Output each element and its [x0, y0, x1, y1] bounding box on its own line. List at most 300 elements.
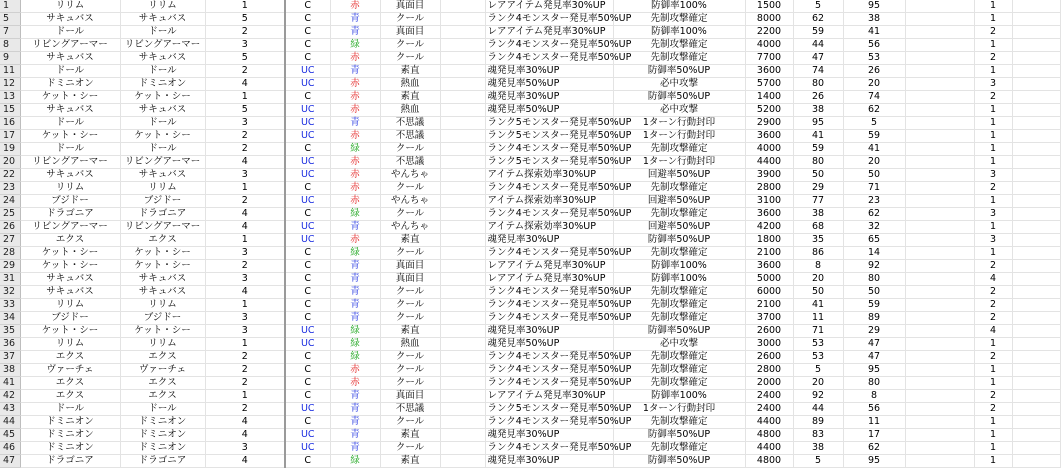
value-cell[interactable]: 5: [793, 364, 843, 377]
value-cell[interactable]: 80: [843, 377, 905, 390]
empty-cell[interactable]: [1012, 299, 1060, 312]
name-copy-cell[interactable]: ケット・シー: [120, 91, 205, 104]
value-cell[interactable]: 17: [843, 429, 905, 442]
name-copy-cell[interactable]: サキュバス: [120, 286, 205, 299]
personality-cell[interactable]: 真面目: [380, 0, 440, 13]
skill-cell[interactable]: 先制攻撃確定: [613, 13, 745, 26]
empty-cell[interactable]: [905, 273, 974, 286]
row-header[interactable]: 27: [0, 234, 20, 247]
skill-cell[interactable]: 先制攻撃確定: [613, 286, 745, 299]
personality-cell[interactable]: 熱血: [380, 78, 440, 91]
name-cell[interactable]: ドミニオン: [20, 416, 120, 429]
empty-cell[interactable]: [1012, 117, 1060, 130]
value-cell[interactable]: 3700: [745, 312, 793, 325]
rarity-cell[interactable]: C: [285, 39, 330, 52]
name-cell[interactable]: サキュバス: [20, 169, 120, 182]
value-cell[interactable]: 8: [843, 390, 905, 403]
rarity-cell[interactable]: UC: [285, 442, 330, 455]
name-cell[interactable]: ケット・シー: [20, 130, 120, 143]
personality-cell[interactable]: 素直: [380, 325, 440, 338]
empty-cell[interactable]: [440, 130, 485, 143]
value-cell[interactable]: 2400: [745, 403, 793, 416]
color-cell[interactable]: 赤: [330, 0, 380, 13]
empty-cell[interactable]: [1012, 78, 1060, 91]
row-header[interactable]: 11: [0, 65, 20, 78]
row-header[interactable]: 32: [0, 286, 20, 299]
row-header[interactable]: 31: [0, 273, 20, 286]
name-cell[interactable]: ドール: [20, 403, 120, 416]
name-cell[interactable]: リリム: [20, 182, 120, 195]
name-cell[interactable]: ヴァーチェ: [20, 364, 120, 377]
value-cell[interactable]: 2100: [745, 247, 793, 260]
value-cell[interactable]: 50: [843, 169, 905, 182]
personality-cell[interactable]: やんちゃ: [380, 195, 440, 208]
empty-cell[interactable]: [440, 416, 485, 429]
empty-cell[interactable]: [440, 377, 485, 390]
effect-cell[interactable]: ランク4モンスター発見率50%UP: [485, 39, 613, 52]
personality-cell[interactable]: クール: [380, 39, 440, 52]
name-copy-cell[interactable]: リリム: [120, 182, 205, 195]
row-header[interactable]: 36: [0, 338, 20, 351]
name-copy-cell[interactable]: ドラゴニア: [120, 455, 205, 468]
effect-cell[interactable]: 魂発見率30%UP: [485, 91, 613, 104]
personality-cell[interactable]: クール: [380, 182, 440, 195]
value-cell[interactable]: 74: [843, 91, 905, 104]
value-cell[interactable]: 1500: [745, 0, 793, 13]
rarity-cell[interactable]: C: [285, 260, 330, 273]
empty-cell[interactable]: [905, 39, 974, 52]
color-cell[interactable]: 青: [330, 260, 380, 273]
name-copy-cell[interactable]: サキュバス: [120, 273, 205, 286]
skill-cell[interactable]: 防御率50%UP: [613, 429, 745, 442]
value-cell[interactable]: 44: [793, 403, 843, 416]
value-cell[interactable]: 11: [793, 312, 843, 325]
value-cell[interactable]: 4: [974, 273, 1012, 286]
empty-cell[interactable]: [1012, 286, 1060, 299]
name-copy-cell[interactable]: ドール: [120, 403, 205, 416]
empty-cell[interactable]: [440, 234, 485, 247]
color-cell[interactable]: 青: [330, 403, 380, 416]
personality-cell[interactable]: やんちゃ: [380, 221, 440, 234]
skill-cell[interactable]: 防御率50%UP: [613, 455, 745, 468]
color-cell[interactable]: 赤: [330, 195, 380, 208]
rarity-cell[interactable]: UC: [285, 156, 330, 169]
empty-cell[interactable]: [1012, 169, 1060, 182]
row-header[interactable]: 17: [0, 130, 20, 143]
skill-cell[interactable]: 先制攻撃確定: [613, 39, 745, 52]
name-copy-cell[interactable]: リビングアーマー: [120, 156, 205, 169]
empty-cell[interactable]: [440, 429, 485, 442]
effect-cell[interactable]: ランク4モンスター発見率50%UP: [485, 143, 613, 156]
empty-cell[interactable]: [440, 221, 485, 234]
empty-cell[interactable]: [905, 455, 974, 468]
empty-cell[interactable]: [1012, 247, 1060, 260]
color-cell[interactable]: 赤: [330, 364, 380, 377]
name-cell[interactable]: ケット・シー: [20, 247, 120, 260]
cost-cell[interactable]: 3: [205, 117, 285, 130]
row-header[interactable]: 9: [0, 52, 20, 65]
empty-cell[interactable]: [1012, 65, 1060, 78]
empty-cell[interactable]: [440, 182, 485, 195]
rarity-cell[interactable]: UC: [285, 65, 330, 78]
row-header[interactable]: 5: [0, 13, 20, 26]
personality-cell[interactable]: クール: [380, 143, 440, 156]
value-cell[interactable]: 3600: [745, 65, 793, 78]
effect-cell[interactable]: アイテム探索効率30%UP: [485, 169, 613, 182]
value-cell[interactable]: 4800: [745, 455, 793, 468]
effect-cell[interactable]: ランク4モンスター発見率50%UP: [485, 299, 613, 312]
empty-cell[interactable]: [905, 65, 974, 78]
name-copy-cell[interactable]: ドラゴニア: [120, 208, 205, 221]
effect-cell[interactable]: 魂発見率30%UP: [485, 65, 613, 78]
value-cell[interactable]: 4400: [745, 442, 793, 455]
name-cell[interactable]: ドラゴニア: [20, 208, 120, 221]
color-cell[interactable]: 緑: [330, 351, 380, 364]
value-cell[interactable]: 83: [793, 429, 843, 442]
value-cell[interactable]: 38: [843, 13, 905, 26]
value-cell[interactable]: 4000: [745, 143, 793, 156]
empty-cell[interactable]: [440, 351, 485, 364]
empty-cell[interactable]: [905, 260, 974, 273]
value-cell[interactable]: 56: [843, 39, 905, 52]
value-cell[interactable]: 41: [793, 130, 843, 143]
row-header[interactable]: 38: [0, 364, 20, 377]
name-copy-cell[interactable]: ケット・シー: [120, 260, 205, 273]
personality-cell[interactable]: 不思議: [380, 117, 440, 130]
name-cell[interactable]: リリム: [20, 299, 120, 312]
effect-cell[interactable]: 魂発見率30%UP: [485, 455, 613, 468]
empty-cell[interactable]: [1012, 26, 1060, 39]
personality-cell[interactable]: 熱血: [380, 104, 440, 117]
name-cell[interactable]: エクス: [20, 377, 120, 390]
skill-cell[interactable]: 防御率100%: [613, 260, 745, 273]
name-cell[interactable]: サキュバス: [20, 52, 120, 65]
value-cell[interactable]: 2600: [745, 351, 793, 364]
row-header[interactable]: 44: [0, 416, 20, 429]
value-cell[interactable]: 23: [843, 195, 905, 208]
rarity-cell[interactable]: UC: [285, 117, 330, 130]
name-cell[interactable]: ケット・シー: [20, 91, 120, 104]
value-cell[interactable]: 2: [974, 52, 1012, 65]
effect-cell[interactable]: 魂発見率30%UP: [485, 234, 613, 247]
skill-cell[interactable]: 1ターン行動封印: [613, 403, 745, 416]
skill-cell[interactable]: 必中攻撃: [613, 78, 745, 91]
personality-cell[interactable]: クール: [380, 299, 440, 312]
cost-cell[interactable]: 3: [205, 247, 285, 260]
empty-cell[interactable]: [440, 117, 485, 130]
cost-cell[interactable]: 2: [205, 260, 285, 273]
name-copy-cell[interactable]: サキュバス: [120, 169, 205, 182]
name-cell[interactable]: ケット・シー: [20, 260, 120, 273]
effect-cell[interactable]: ランク4モンスター発見率50%UP: [485, 442, 613, 455]
value-cell[interactable]: 2800: [745, 182, 793, 195]
row-header[interactable]: 28: [0, 247, 20, 260]
name-copy-cell[interactable]: ドール: [120, 26, 205, 39]
value-cell[interactable]: 6000: [745, 286, 793, 299]
row-header[interactable]: 22: [0, 169, 20, 182]
rarity-cell[interactable]: C: [285, 377, 330, 390]
skill-cell[interactable]: 1ターン行動封印: [613, 156, 745, 169]
row-header[interactable]: 35: [0, 325, 20, 338]
value-cell[interactable]: 1: [974, 442, 1012, 455]
skill-cell[interactable]: 必中攻撃: [613, 104, 745, 117]
empty-cell[interactable]: [905, 390, 974, 403]
effect-cell[interactable]: レアアイテム発見率30%UP: [485, 260, 613, 273]
empty-cell[interactable]: [905, 247, 974, 260]
empty-cell[interactable]: [440, 273, 485, 286]
value-cell[interactable]: 50: [793, 286, 843, 299]
value-cell[interactable]: 2: [974, 351, 1012, 364]
value-cell[interactable]: 14: [843, 247, 905, 260]
rarity-cell[interactable]: C: [285, 351, 330, 364]
empty-cell[interactable]: [1012, 39, 1060, 52]
cost-cell[interactable]: 2: [205, 143, 285, 156]
value-cell[interactable]: 2: [974, 91, 1012, 104]
value-cell[interactable]: 89: [843, 312, 905, 325]
empty-cell[interactable]: [1012, 234, 1060, 247]
value-cell[interactable]: 2: [974, 182, 1012, 195]
effect-cell[interactable]: 魂発見率30%UP: [485, 429, 613, 442]
name-copy-cell[interactable]: ドミニオン: [120, 442, 205, 455]
value-cell[interactable]: 4400: [745, 156, 793, 169]
personality-cell[interactable]: 不思議: [380, 403, 440, 416]
empty-cell[interactable]: [1012, 221, 1060, 234]
personality-cell[interactable]: 真面目: [380, 260, 440, 273]
name-copy-cell[interactable]: ドール: [120, 65, 205, 78]
color-cell[interactable]: 赤: [330, 104, 380, 117]
color-cell[interactable]: 青: [330, 26, 380, 39]
empty-cell[interactable]: [905, 312, 974, 325]
row-header[interactable]: 37: [0, 351, 20, 364]
personality-cell[interactable]: 不思議: [380, 130, 440, 143]
name-copy-cell[interactable]: ドール: [120, 143, 205, 156]
name-copy-cell[interactable]: ブジドー: [120, 312, 205, 325]
color-cell[interactable]: 緑: [330, 338, 380, 351]
color-cell[interactable]: 赤: [330, 169, 380, 182]
empty-cell[interactable]: [440, 247, 485, 260]
row-header[interactable]: 12: [0, 78, 20, 91]
empty-cell[interactable]: [1012, 260, 1060, 273]
rarity-cell[interactable]: C: [285, 247, 330, 260]
row-header[interactable]: 29: [0, 260, 20, 273]
skill-cell[interactable]: 先制攻撃確定: [613, 299, 745, 312]
color-cell[interactable]: 赤: [330, 182, 380, 195]
effect-cell[interactable]: ランク4モンスター発見率50%UP: [485, 364, 613, 377]
cost-cell[interactable]: 4: [205, 156, 285, 169]
rarity-cell[interactable]: C: [285, 52, 330, 65]
empty-cell[interactable]: [905, 104, 974, 117]
empty-cell[interactable]: [1012, 156, 1060, 169]
empty-cell[interactable]: [1012, 182, 1060, 195]
effect-cell[interactable]: アイテム探索効率30%UP: [485, 195, 613, 208]
color-cell[interactable]: 青: [330, 442, 380, 455]
personality-cell[interactable]: 真面目: [380, 26, 440, 39]
personality-cell[interactable]: クール: [380, 364, 440, 377]
value-cell[interactable]: 41: [843, 143, 905, 156]
value-cell[interactable]: 29: [793, 182, 843, 195]
name-cell[interactable]: エクス: [20, 234, 120, 247]
value-cell[interactable]: 38: [793, 208, 843, 221]
value-cell[interactable]: 3600: [745, 208, 793, 221]
empty-cell[interactable]: [1012, 52, 1060, 65]
empty-cell[interactable]: [1012, 312, 1060, 325]
row-header[interactable]: 16: [0, 117, 20, 130]
value-cell[interactable]: 92: [843, 260, 905, 273]
value-cell[interactable]: 38: [793, 442, 843, 455]
value-cell[interactable]: 1: [974, 143, 1012, 156]
rarity-cell[interactable]: C: [285, 182, 330, 195]
empty-cell[interactable]: [905, 416, 974, 429]
value-cell[interactable]: 2400: [745, 390, 793, 403]
cost-cell[interactable]: 3: [205, 39, 285, 52]
personality-cell[interactable]: 真面目: [380, 273, 440, 286]
empty-cell[interactable]: [905, 351, 974, 364]
empty-cell[interactable]: [905, 377, 974, 390]
color-cell[interactable]: 青: [330, 273, 380, 286]
name-cell[interactable]: ドール: [20, 26, 120, 39]
row-header[interactable]: 1: [0, 0, 20, 13]
row-header[interactable]: 42: [0, 390, 20, 403]
empty-cell[interactable]: [440, 0, 485, 13]
value-cell[interactable]: 7700: [745, 52, 793, 65]
rarity-cell[interactable]: C: [285, 312, 330, 325]
empty-cell[interactable]: [905, 52, 974, 65]
empty-cell[interactable]: [440, 312, 485, 325]
effect-cell[interactable]: ランク4モンスター発見率50%UP: [485, 52, 613, 65]
empty-cell[interactable]: [905, 299, 974, 312]
effect-cell[interactable]: レアアイテム発見率30%UP: [485, 273, 613, 286]
cost-cell[interactable]: 4: [205, 208, 285, 221]
empty-cell[interactable]: [905, 442, 974, 455]
row-header[interactable]: 43: [0, 403, 20, 416]
skill-cell[interactable]: 1ターン行動封印: [613, 117, 745, 130]
row-header[interactable]: 47: [0, 455, 20, 468]
skill-cell[interactable]: 防御率50%UP: [613, 234, 745, 247]
effect-cell[interactable]: アイテム探索効率30%UP: [485, 221, 613, 234]
empty-cell[interactable]: [905, 0, 974, 13]
effect-cell[interactable]: 魂発見率30%UP: [485, 325, 613, 338]
rarity-cell[interactable]: C: [285, 143, 330, 156]
name-cell[interactable]: サキュバス: [20, 13, 120, 26]
value-cell[interactable]: 1: [974, 247, 1012, 260]
value-cell[interactable]: 95: [843, 0, 905, 13]
empty-cell[interactable]: [440, 195, 485, 208]
name-copy-cell[interactable]: サキュバス: [120, 104, 205, 117]
cost-cell[interactable]: 3: [205, 169, 285, 182]
row-header[interactable]: 41: [0, 377, 20, 390]
value-cell[interactable]: 4: [974, 325, 1012, 338]
rarity-cell[interactable]: C: [285, 26, 330, 39]
color-cell[interactable]: 赤: [330, 234, 380, 247]
empty-cell[interactable]: [1012, 429, 1060, 442]
value-cell[interactable]: 56: [843, 403, 905, 416]
value-cell[interactable]: 3: [974, 169, 1012, 182]
empty-cell[interactable]: [440, 169, 485, 182]
value-cell[interactable]: 59: [843, 299, 905, 312]
value-cell[interactable]: 2: [974, 403, 1012, 416]
color-cell[interactable]: 赤: [330, 156, 380, 169]
rarity-cell[interactable]: C: [285, 91, 330, 104]
skill-cell[interactable]: 防御率50%UP: [613, 65, 745, 78]
value-cell[interactable]: 5000: [745, 273, 793, 286]
value-cell[interactable]: 53: [843, 52, 905, 65]
name-cell[interactable]: ドミニオン: [20, 78, 120, 91]
skill-cell[interactable]: 先制攻撃確定: [613, 364, 745, 377]
value-cell[interactable]: 41: [793, 299, 843, 312]
value-cell[interactable]: 44: [793, 39, 843, 52]
empty-cell[interactable]: [905, 325, 974, 338]
personality-cell[interactable]: クール: [380, 13, 440, 26]
color-cell[interactable]: 赤: [330, 78, 380, 91]
value-cell[interactable]: 20: [843, 156, 905, 169]
empty-cell[interactable]: [440, 325, 485, 338]
value-cell[interactable]: 50: [843, 286, 905, 299]
value-cell[interactable]: 68: [793, 221, 843, 234]
name-copy-cell[interactable]: エクス: [120, 234, 205, 247]
row-header[interactable]: 20: [0, 156, 20, 169]
value-cell[interactable]: 5: [793, 455, 843, 468]
personality-cell[interactable]: クール: [380, 416, 440, 429]
name-cell[interactable]: サキュバス: [20, 286, 120, 299]
empty-cell[interactable]: [440, 156, 485, 169]
effect-cell[interactable]: 魂発見率50%UP: [485, 104, 613, 117]
name-cell[interactable]: ドミニオン: [20, 442, 120, 455]
skill-cell[interactable]: 必中攻撃: [613, 338, 745, 351]
rarity-cell[interactable]: C: [285, 299, 330, 312]
rarity-cell[interactable]: UC: [285, 195, 330, 208]
empty-cell[interactable]: [440, 91, 485, 104]
name-copy-cell[interactable]: リリム: [120, 338, 205, 351]
value-cell[interactable]: 1: [974, 117, 1012, 130]
effect-cell[interactable]: ランク4モンスター発見率50%UP: [485, 247, 613, 260]
empty-cell[interactable]: [1012, 13, 1060, 26]
row-header[interactable]: 33: [0, 299, 20, 312]
skill-cell[interactable]: 先制攻撃確定: [613, 52, 745, 65]
rarity-cell[interactable]: C: [285, 13, 330, 26]
value-cell[interactable]: 3600: [745, 130, 793, 143]
value-cell[interactable]: 95: [843, 455, 905, 468]
empty-cell[interactable]: [905, 403, 974, 416]
name-cell[interactable]: リビングアーマー: [20, 221, 120, 234]
value-cell[interactable]: 3: [974, 78, 1012, 91]
skill-cell[interactable]: 先制攻撃確定: [613, 377, 745, 390]
value-cell[interactable]: 2: [974, 286, 1012, 299]
value-cell[interactable]: 2200: [745, 26, 793, 39]
skill-cell[interactable]: 先制攻撃確定: [613, 351, 745, 364]
value-cell[interactable]: 4400: [745, 416, 793, 429]
value-cell[interactable]: 8: [793, 260, 843, 273]
value-cell[interactable]: 1: [974, 364, 1012, 377]
rarity-cell[interactable]: UC: [285, 234, 330, 247]
name-copy-cell[interactable]: リリム: [120, 0, 205, 13]
cost-cell[interactable]: 1: [205, 0, 285, 13]
value-cell[interactable]: 1: [974, 39, 1012, 52]
color-cell[interactable]: 赤: [330, 130, 380, 143]
skill-cell[interactable]: 先制攻撃確定: [613, 416, 745, 429]
value-cell[interactable]: 62: [843, 208, 905, 221]
effect-cell[interactable]: レアアイテム発見率30%UP: [485, 0, 613, 13]
color-cell[interactable]: 青: [330, 13, 380, 26]
value-cell[interactable]: 1: [974, 221, 1012, 234]
value-cell[interactable]: 20: [793, 273, 843, 286]
row-header[interactable]: 8: [0, 39, 20, 52]
personality-cell[interactable]: クール: [380, 208, 440, 221]
personality-cell[interactable]: 素直: [380, 91, 440, 104]
cost-cell[interactable]: 2: [205, 377, 285, 390]
empty-cell[interactable]: [905, 78, 974, 91]
value-cell[interactable]: 41: [843, 26, 905, 39]
value-cell[interactable]: 95: [793, 117, 843, 130]
